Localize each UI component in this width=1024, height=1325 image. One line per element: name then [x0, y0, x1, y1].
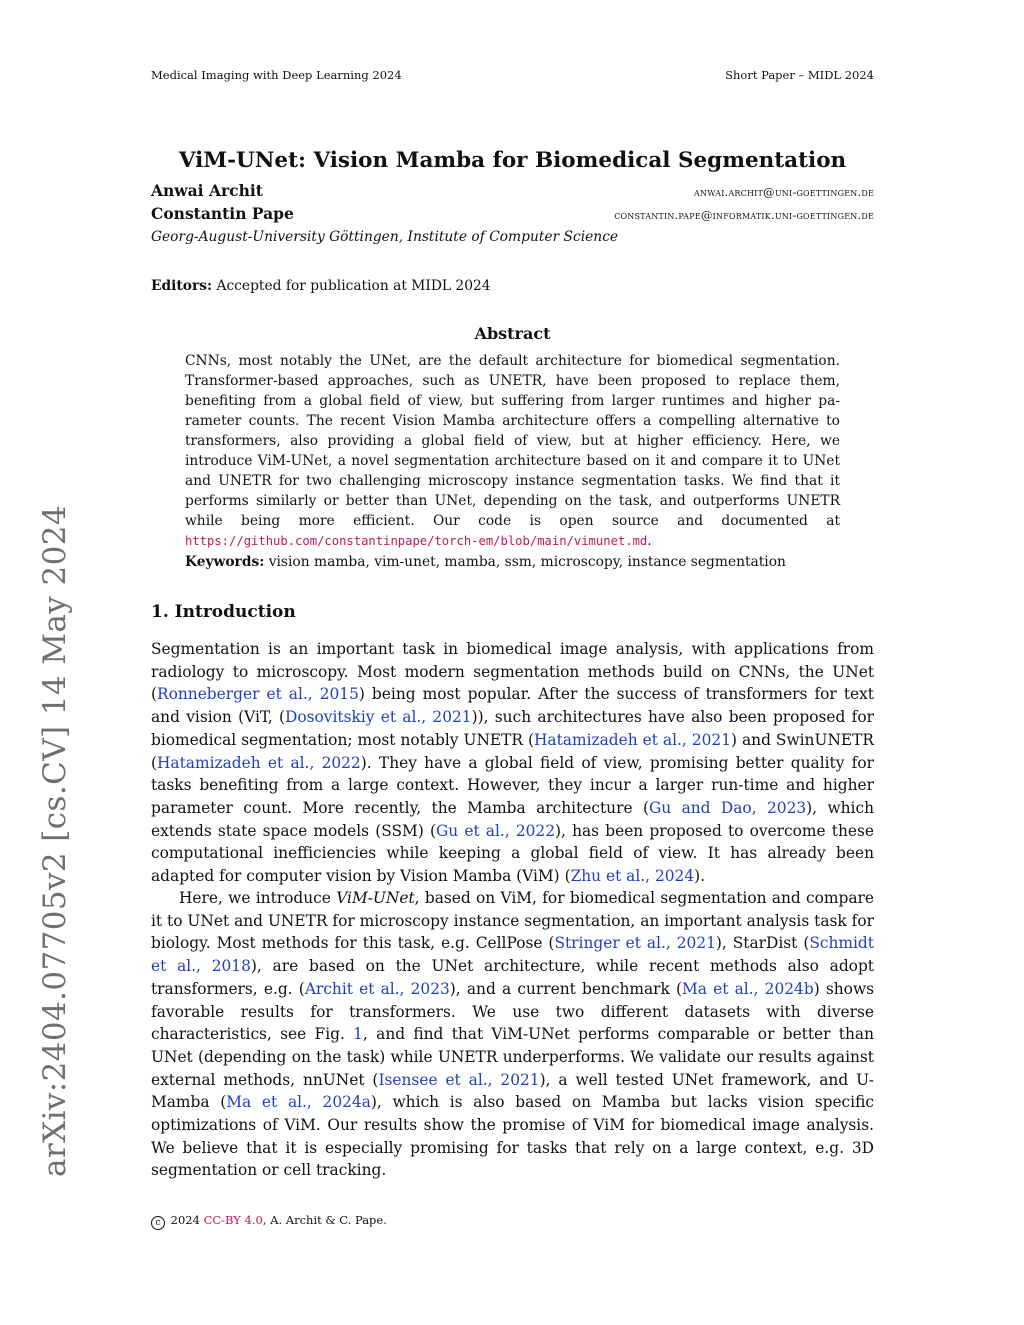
emphasis-text: ViM-UNet: [336, 889, 415, 907]
citation-link[interactable]: Ma et al., 2024b: [682, 979, 814, 998]
keywords-line: [185, 554, 840, 570]
abstract-link-suffix: .: [647, 533, 652, 549]
intro-paragraph-1: [151, 638, 874, 888]
keywords-label: Keywords:: [185, 554, 265, 570]
running-header-right: Short Paper – MIDL 2024: [725, 68, 874, 82]
running-header-left: Medical Imaging with Deep Learning 2024: [151, 68, 402, 82]
abstract-heading: Abstract: [474, 324, 551, 343]
citation-link[interactable]: Hatamizadeh et al., 2022: [157, 753, 361, 772]
citation-link[interactable]: Archit et al., 2023: [304, 979, 450, 998]
paragraph-text: ), a well tested UNet framework, and U-Mamba (: [151, 1070, 874, 1112]
affiliation: Georg-August-University Göttingen, Institute of Computer Science: [151, 229, 619, 245]
citation-link[interactable]: Gu et al., 2022: [435, 821, 556, 840]
license-link[interactable]: CC-BY 4.0: [203, 1213, 263, 1227]
author-email: constantin.pape@informatik.uni-goettingen.de: [614, 208, 874, 222]
paragraph-text: )), such architectures have also been proposed for biomedical segmentation; most notably UNETR (: [151, 708, 874, 749]
paragraph-text: ). They have a global field of view, promising better quality for tasks benefiting from a large context. However, they incur a larger run-time and higher parameter count. More recently, the Mamba architecture (: [151, 753, 874, 817]
footer-year: 2024: [167, 1213, 204, 1227]
citation-link[interactable]: Isensee et al., 2021: [378, 1070, 540, 1089]
paragraph-text: ), has been proposed to overcome these computational inefficiencies while keeping a global field of view. It has already been adapted for computer vision by Vision Mamba (ViM) (: [151, 821, 874, 886]
citation-link[interactable]: Stringer et al., 2021: [554, 934, 716, 953]
paper-title: ViM-UNet: Vision Mamba for Biomedical Segmentation: [178, 148, 847, 173]
paragraph-text: ).: [694, 867, 706, 886]
paragraph-text: ), and a current benchmark (: [449, 979, 683, 998]
paragraph-text: ), StarDist (: [715, 934, 810, 953]
author-name: Anwai Archit: [151, 181, 263, 200]
paragraph-text: ), are based on the UNet architecture, while recent methods also adopt transformers, e.g. (: [151, 957, 874, 998]
editors-line: [151, 278, 491, 294]
citation-link[interactable]: Ma et al., 2024a: [226, 1093, 371, 1112]
abstract-text: CNNs, most notably the UNet, are the default architecture for biomedical segmentation. Transformer-based approaches, such as UNETR, have been proposed to replace them, benefiting from a global field of view, but suffering from larger runtimes and higher parameter counts. The recent Vision Mamba architecture offers a compelling alternative to transformers, also providing a global field of view, but at higher efficiency. Here, we introduce ViM-UNet, a novel segmentation architecture based on it and compare it to UNet and UNETR for two challenging microscopy instance segmentation tasks. We find that it performs similarly or better than UNet, depending on the task, and outperforms UNETR while being more efficient. Our code is open source and documented at: [185, 353, 840, 529]
copyright-footer: [151, 1213, 387, 1230]
author-name: Constantin Pape: [151, 204, 294, 223]
paragraph-text: ) shows favorable results for transformers. We use two different datasets with diverse characteristics, see Fig.: [151, 979, 875, 1044]
keywords-text: vision mamba, vim-unet, mamba, ssm, microscopy, instance segmentation: [264, 554, 786, 570]
abstract-body: [185, 351, 840, 551]
paragraph-text: Segmentation is an important task in biomedical image analysis, with applications from radiology to microscopy. Most modern segmentation methods build on CNNs, the UNet (: [151, 640, 874, 704]
editors-label: Editors:: [151, 278, 213, 294]
paragraph-text: , based on ViM, for biomedical segmentation and compare it to UNet and UNETR for microscopy instance segmentation, an important analysis task for biology. Most methods for this task, e.g. CellPose (: [151, 889, 874, 953]
paragraph-text: Here, we introduce: [179, 889, 337, 907]
citation-link[interactable]: Hatamizadeh et al., 2021: [534, 730, 731, 749]
paragraph-text: , and find that ViM-UNet performs comparable or better than UNet (depending on the task) while UNETR underperforms. We validate our results against external methods, nnUNet (: [151, 1025, 874, 1089]
section-heading: 1. Introduction: [151, 602, 296, 622]
editors-text: Accepted for publication at MIDL 2024: [212, 278, 491, 294]
footer-authors: , A. Archit & C. Pape.: [262, 1213, 387, 1227]
citation-link[interactable]: Ronneberger et al., 2015: [157, 685, 359, 704]
paragraph-text: ), which is also based on Mamba but lacks vision specific optimizations of ViM. Our results show the promise of ViM for biomedical image analysis. We believe that it is especially promising for tasks that rely on a large context, e.g. 3D segmentation or cell tracking.: [151, 1093, 874, 1180]
intro-paragraph-2: [151, 887, 874, 1182]
copyright-icon: c: [151, 1216, 165, 1230]
author-email: anwai.archit@uni-goettingen.de: [694, 185, 874, 199]
citation-link[interactable]: Dosovitskiy et al., 2021: [285, 708, 472, 727]
citation-link[interactable]: Schmidt et al., 2018: [151, 934, 874, 976]
citation-link[interactable]: Zhu et al., 2024: [570, 867, 695, 886]
paragraph-text: ) being most popular. After the success of transformers for text and vision (ViT, (: [151, 685, 874, 727]
paragraph-text: ) and SwinUNETR (: [151, 730, 875, 772]
arxiv-identifier-stamp: arXiv:2404.07705v2 [cs.CV] 14 May 2024: [37, 505, 73, 1177]
paragraph-text: ), which extends state space models (SSM) (: [151, 798, 874, 840]
citation-link[interactable]: 1: [353, 1025, 363, 1044]
code-link[interactable]: https://github.com/constantinpape/torch-em/blob/main/vimunet.md: [185, 534, 648, 548]
citation-link[interactable]: Gu and Dao, 2023: [648, 798, 807, 817]
